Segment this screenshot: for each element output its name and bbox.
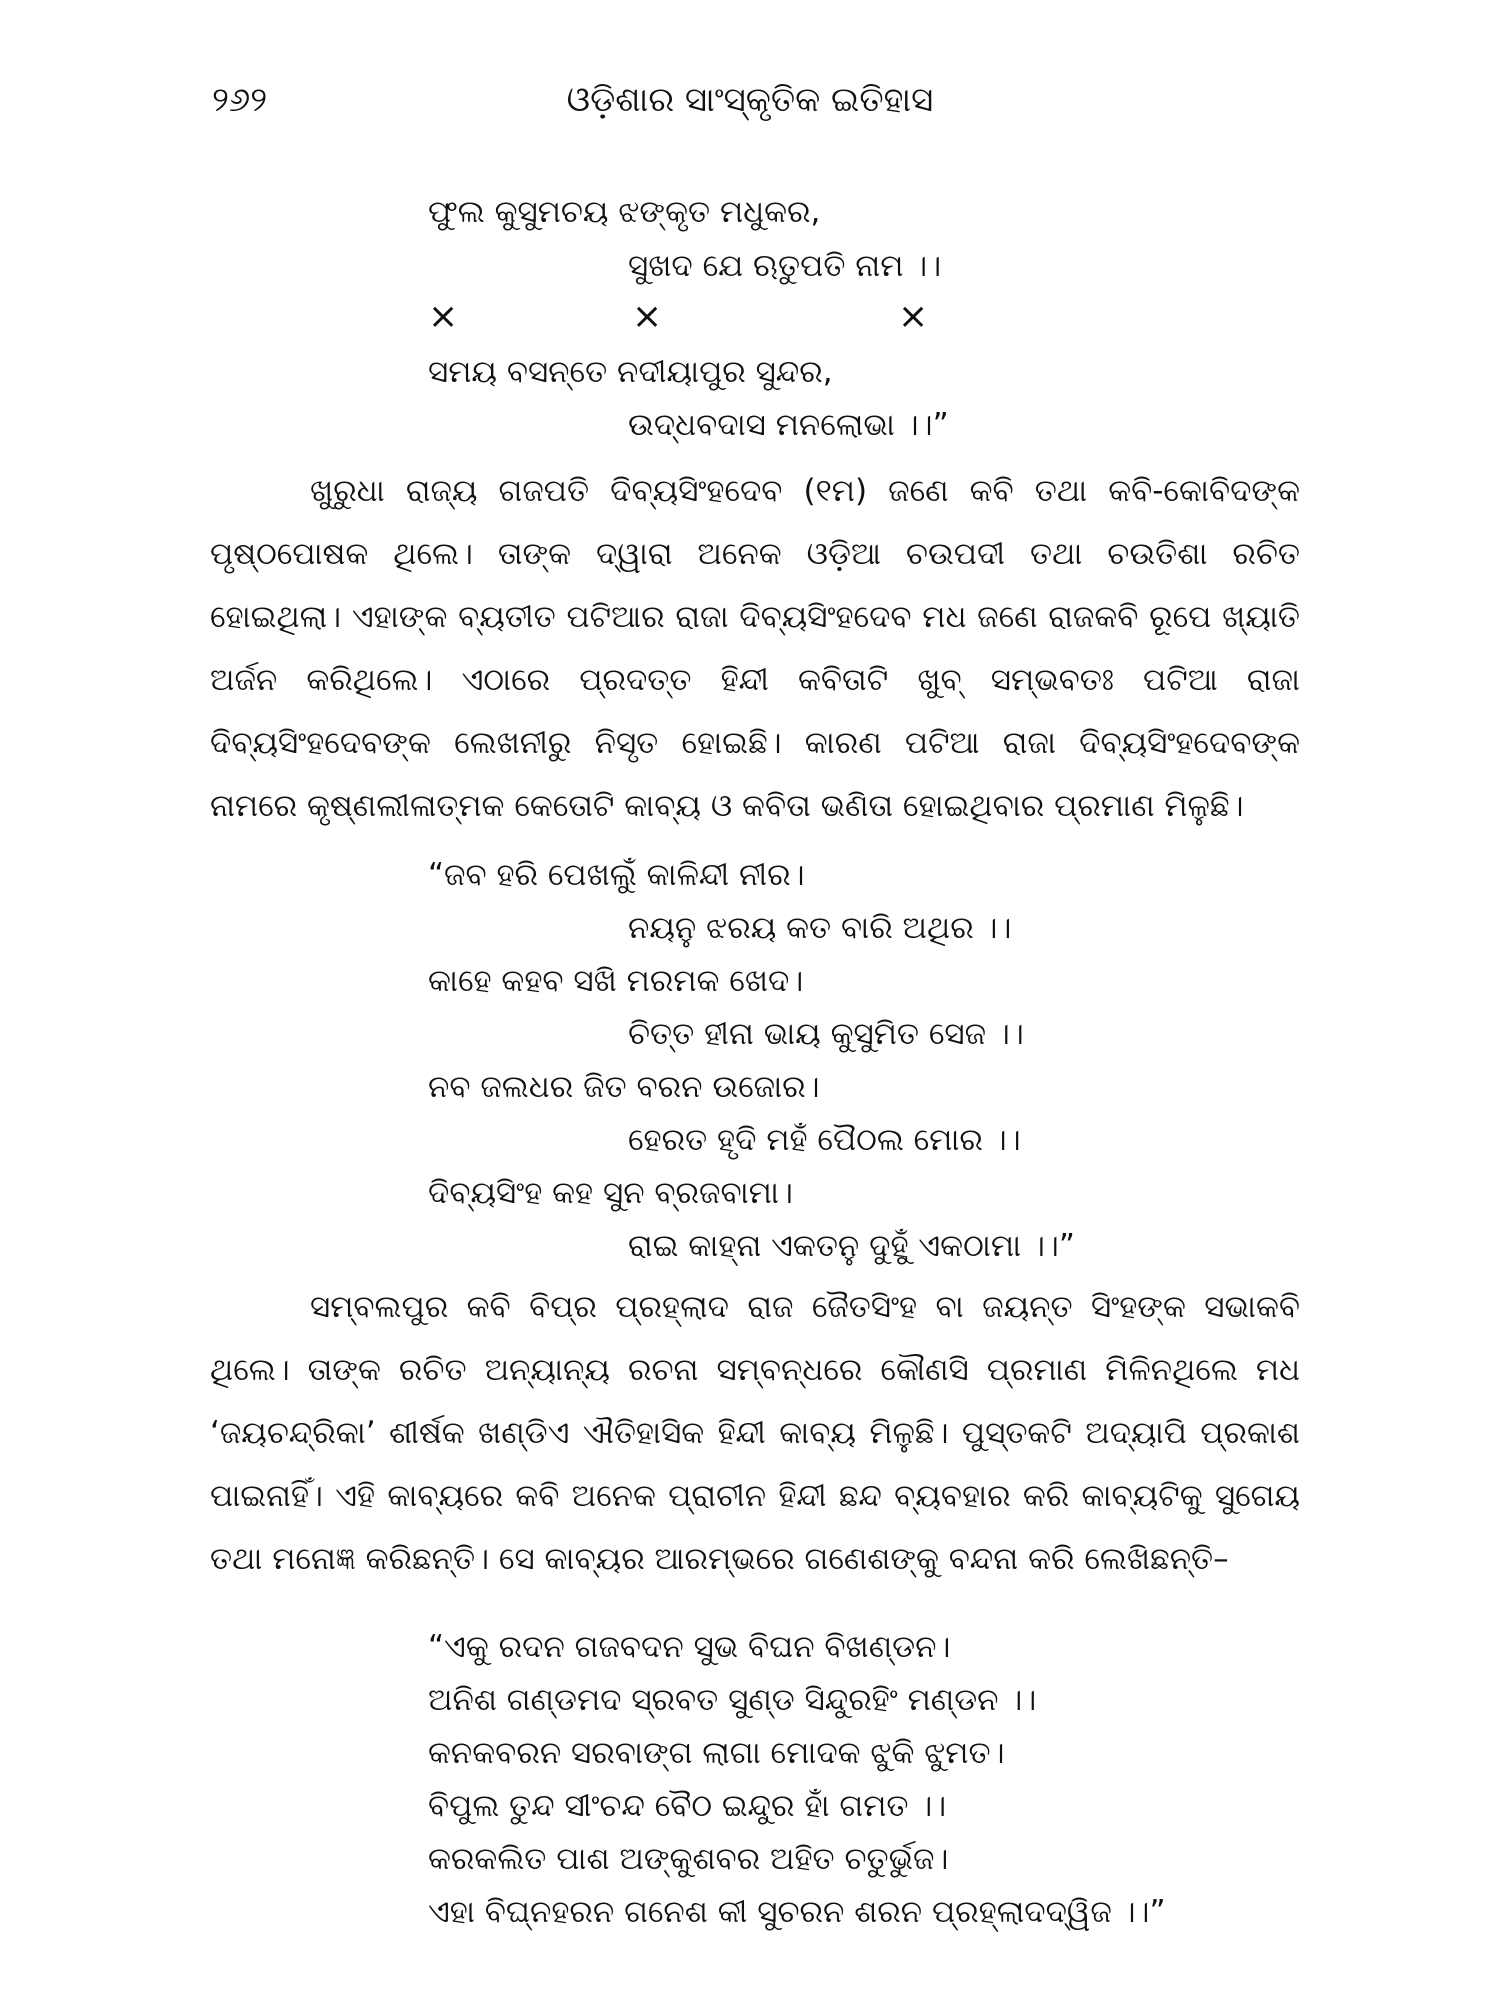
verse-line: ଚିତ୍ତ ହୀନା ଭାୟ କୁସୁମିତ ସେଜ ।। bbox=[628, 1016, 1024, 1052]
verse-line: ଦିବ୍ୟସିଂହ କହ ସୁନ ବ୍ରଜବାମା। bbox=[428, 1175, 793, 1211]
verse-line: ଏହା ବିଘ୍ନହରନ ଗନେଶ କୀ ସୁଚରନ ଶରନ ପ୍ରହ୍ଲାଦଦ୍ୱିଜ ।।” bbox=[428, 1894, 1166, 1930]
verse-line: “ଏକୁ ରଦନ ଗଜବଦନ ସୁଭ ବିଘନ ବିଖଣ୍ଡନ। bbox=[428, 1629, 951, 1665]
verse-line: କାହେ କହବ ସଖି ମରମକ ଖେଦ। bbox=[428, 963, 804, 999]
running-title: ଓଡ଼ିଶାର ସାଂସ୍କୃତିକ ଇତିହାସ bbox=[566, 80, 934, 120]
verse-line: ଅନିଶ ଗଣ୍ଡମଦ ସ୍ରବତ ସୁଣ୍ଡ ସିନ୍ଦୁରହିଂ ମଣ୍ଡନ ।। bbox=[428, 1682, 1037, 1718]
verse-line: ହେରତ ହୃଦି ମହଁ ପୈଠଲ ମୋର ।। bbox=[628, 1122, 1021, 1158]
page-number: ୨୬୨ bbox=[212, 80, 268, 120]
paragraph-text: ଖୁରୁଧା ରାଜ୍ୟ ଗଜପତି ଦିବ୍ୟସିଂହଦେବ (୧ମ) ଜଣେ କବି ତଥା କବି-କୋବିଦଙ୍କ ପୃଷ୍ଠପୋଷକ ଥିଲେ। ତାଙ୍କ ଦ୍ୱାରା ଅନେକ ଓଡ଼ିଆ ଚଉପଦୀ ତଥା ଚଉତିଶା ରଚିତ ହୋଇଥିଲା। ଏହାଙ୍କ ବ୍ୟତୀତ ପଟିଆର ରାଜା ଦିବ୍ୟସିଂହଦେବ ମଧ ଜଣେ ରାଜକବି ରୂପେ ଖ୍ୟାତି ଅର୍ଜନ କରିଥିଲେ। ଏଠାରେ ପ୍ରଦତ୍ତ ହିନ୍ଦୀ କବିତାଟି ଖୁବ୍ ସମ୍ଭବତଃ ପଟିଆ ରାଜା ଦିବ୍ୟସିଂହଦେବଙ୍କ ଲେଖନୀରୁ ନିସୃତ ହୋଇଛି। କାରଣ ପଟିଆ ରାଜା ଦିବ୍ୟସିଂହଦେବଙ୍କ ନାମରେ କୃଷ୍ଣଲୀଳାତ୍ମକ କେତୋଟି କାବ୍ୟ ଓ କବିତା ଭଣିତା ହୋଇଥିବାର ପ୍ରମାଣ ମିଳୁଛି। bbox=[210, 473, 1300, 824]
verse-line: ନୟନୁ ଝରୟ କତ ବାରି ଅଥିର ।। bbox=[628, 910, 1012, 946]
separator-mark: × bbox=[898, 296, 929, 337]
verse-line: ସୁଖଦ ଯେ ଋତୁପତି ନାମ ।। bbox=[628, 248, 942, 284]
paragraph-text: ସମ୍ବଲପୁର କବି ବିପ୍ର ପ୍ରହ୍ଲାଦ ରାଜ ଜୈତସିଂହ ବା ଜୟନ୍ତ ସିଂହଙ୍କ ସଭାକବି ଥିଲେ। ତାଙ୍କ ରଚିତ ଅନ୍ୟାନ୍ୟ ରଚନା ସମ୍ବନ୍ଧରେ କୌଣସି ପ୍ରମାଣ ମିଳିନଥିଲେ ମଧ ‘ଜୟଚନ୍ଦ୍ରିକା’ ଶୀର୍ଷକ ଖଣ୍ଡିଏ ଐତିହାସିକ ହିନ୍ଦୀ କାବ୍ୟ ମିଳୁଛି। ପୁସ୍ତକଟି ଅଦ୍ୟାପି ପ୍ରକାଶ ପାଇନାହିଁ। ଏହି କାବ୍ୟରେ କବି ଅନେକ ପ୍ରାଚୀନ ହିନ୍ଦୀ ଛନ୍ଦ ବ୍ୟବହାର କରି କାବ୍ୟଟିକୁ ସୁଗେୟ ତଥା ମନୋଜ୍ଞ କରିଛନ୍ତି। ସେ କାବ୍ୟର ଆରମ୍ଭରେ ଗଣେଶଙ୍କୁ ବନ୍ଦନା କରି ଲେଖିଛନ୍ତି– bbox=[210, 1289, 1300, 1577]
verse-line: ବିପୁଲ ତୁନ୍ଦ ସୀଂଚନ୍ଦ ବୈଠ ଇନ୍ଦୁର ହାଁ ଗମତ ।। bbox=[428, 1788, 947, 1824]
page-header bbox=[0, 80, 1500, 140]
verse-line: ନବ ଜଲଧର ଜିତ ବରନ ଉଜୋର। bbox=[428, 1069, 820, 1105]
verse-line: ଉଦ୍ଧବଦାସ ମନଲୋଭା ।।” bbox=[628, 407, 949, 443]
verse-line: ସମୟ ବସନ୍ତେ ନଦୀୟାପୁର ସୁନ୍ଦର, bbox=[428, 354, 833, 390]
verse-line: କନକବରନ ସରବାଙ୍ଗ ଲାଗା ମୋଦକ ଝୁକି ଝୁମତ। bbox=[428, 1735, 1005, 1771]
verse-line: କରକଲିତ ପାଶ ଅଙ୍କୁଶବର ଅହିତ ଚତୁର୍ଭୁଜ। bbox=[428, 1841, 949, 1877]
paragraph bbox=[210, 460, 1300, 838]
verse-line: ଫୁଲ କୁସୁମଚୟ ଝଙ୍କୃତ ମଧୁକର, bbox=[428, 194, 821, 230]
verse-line: ରାଇ କାହ୍ନା ଏକତନୁ ଦୁହୁଁ ଏକଠାମା ।।” bbox=[628, 1228, 1075, 1264]
verse-line: “ଜବ ହରି ପେଖଲୁଁ କାଳିନ୍ଦୀ ନୀର। bbox=[428, 857, 805, 893]
paragraph bbox=[210, 1276, 1300, 1591]
separator-mark: × bbox=[632, 296, 663, 337]
separator-mark: × bbox=[428, 296, 459, 337]
